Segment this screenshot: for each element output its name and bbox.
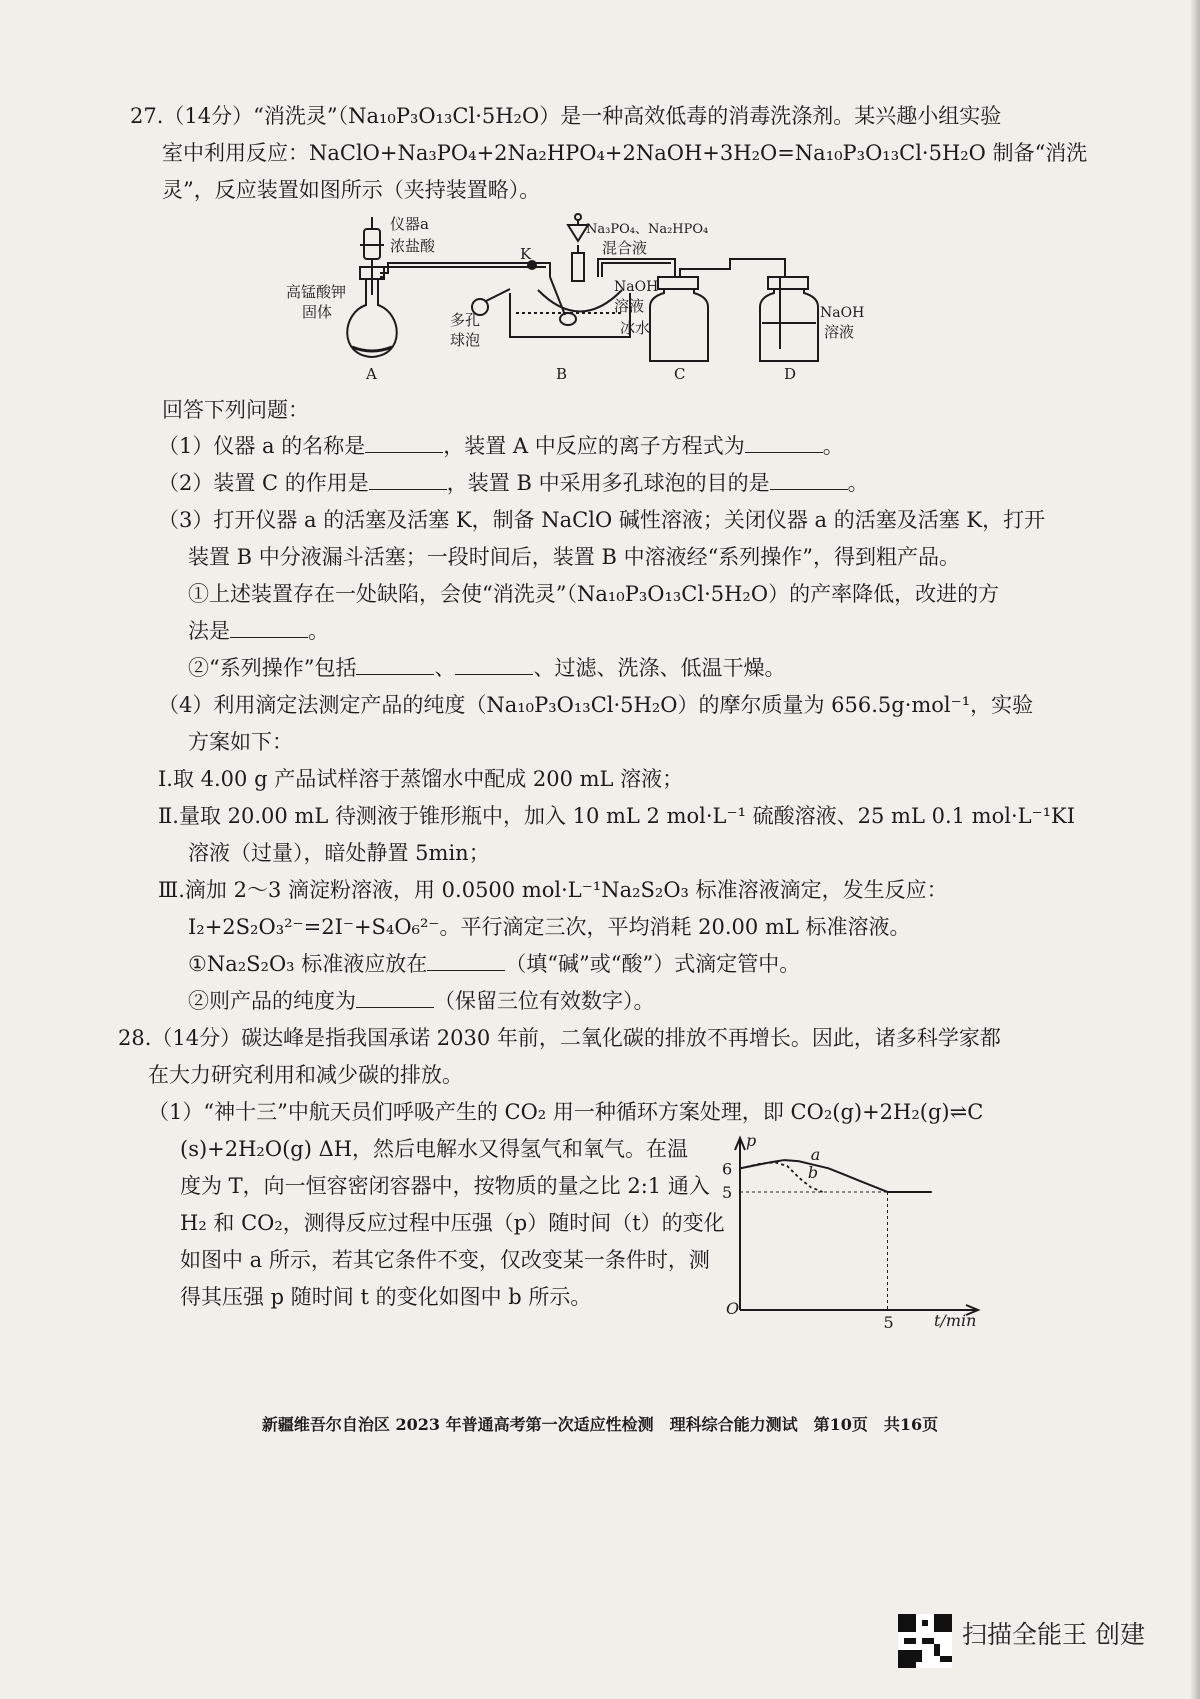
- q27-part-3-sub-1-line-1: ①上述装置存在一处缺陷，会使“消洗灵”（Na₁₀P₃O₁₃Cl·5H₂O）的产率降低，改进的方: [188, 582, 1000, 606]
- scanner-watermark: 扫描全能王 创建: [962, 1620, 1145, 1649]
- qr-code-icon: [898, 1614, 952, 1668]
- apparatus-diagram: [280, 205, 880, 385]
- label-phosphate-1: Na₃PO₄、Na₂HPO₄: [586, 222, 709, 237]
- label-naoh-b1: NaOH: [614, 279, 659, 295]
- q28-part-1-line-4: H₂ 和 CO₂，测得反应过程中压强（p）随时间（t）的变化: [180, 1211, 725, 1235]
- q27-p4-s2-text-b: （保留三位有效数字）。: [434, 989, 655, 1013]
- origin-label: O: [726, 1299, 740, 1318]
- pressure-time-chart: [710, 1130, 990, 1330]
- answer-blank[interactable]: [427, 952, 505, 971]
- q27-p1-text-b: ，装置 A 中反应的离子方程式为: [443, 434, 745, 458]
- q27-part-1: [158, 432, 844, 460]
- q27-part-3-sub-2: [188, 654, 785, 682]
- q27-p2-text-b: ，装置 B 中采用多孔球泡的目的是: [446, 471, 770, 495]
- q28-line-1: 28.（14分）碳达峰是指我国承诺 2030 年前，二氧化碳的排放不再增长。因此，诸多科学家都: [118, 1026, 1001, 1050]
- label-naoh-d2: 溶液: [824, 323, 855, 341]
- q27-part-4-sub-1: [188, 950, 800, 978]
- label-d: D: [784, 365, 797, 383]
- q27-part-3-line-1: （3）打开仪器 a 的活塞及活塞 K，制备 NaClO 碱性溶液；关闭仪器 a 的活塞及活塞 K，打开: [158, 508, 1046, 532]
- q27-p1-text-a: （1）仪器 a 的名称是: [158, 434, 366, 458]
- series-line-a: [740, 1160, 932, 1192]
- series-label-a: a: [810, 1145, 821, 1165]
- q27-p3-s2-text-c: 、过滤、洗涤、低温干燥。: [533, 656, 786, 680]
- q27-step-2-line-2: 溶液（过量），暗处静置 5min；: [188, 841, 490, 865]
- label-a: A: [366, 365, 377, 383]
- q28-line-2: 在大力研究利用和减少碳的排放。: [148, 1063, 463, 1087]
- label-conc-hcl: 浓盐酸: [390, 237, 436, 255]
- q27-line-3: 灵”，反应装置如图所示（夹持装置略）。: [162, 178, 541, 202]
- answer-blank[interactable]: [230, 619, 308, 638]
- y-tick-label: 5: [722, 1182, 733, 1202]
- answer-blank[interactable]: [369, 471, 447, 490]
- label-kmno4-2: 固体: [302, 303, 333, 321]
- q27-p3-s1-text-b: 。: [308, 619, 329, 643]
- q27-p4-s1-text-b: （填“碱”或“酸”）式滴定管中。: [505, 952, 801, 976]
- q27-part-3-line-2: 装置 B 中分液漏斗活塞；一段时间后，装置 B 中溶液经“系列操作”，得到粗产品。: [188, 545, 961, 569]
- label-naoh-b2: 溶液: [614, 297, 645, 315]
- q27-part-3-sub-1-line-2: [188, 617, 329, 645]
- label-bulb-2: 球泡: [450, 331, 481, 349]
- y-axis-label: p: [746, 1131, 757, 1150]
- q27-p3-s2-text-b: 、: [434, 656, 456, 680]
- q27-p2-text-a: （2）装置 C 的作用是: [158, 471, 369, 495]
- q27-p3-s1-text-a: 法是: [188, 619, 230, 643]
- x-tick-label: 5: [883, 1313, 894, 1330]
- q28-part-1-line-6: 得其压强 p 随时间 t 的变化如图中 b 所示。: [180, 1285, 592, 1309]
- label-phosphate-2: 混合液: [602, 239, 648, 257]
- q28-part-1-line-3: 度为 T，向一恒容密闭容器中，按物质的量之比 2:1 通入: [180, 1174, 710, 1198]
- q27-line-2: 室中利用反应：NaClO+Na₃PO₄+2Na₂HPO₄+2NaOH+3H₂O=Na₁₀P₃O₁₃Cl·5H₂O 制备“消洗: [162, 141, 1088, 165]
- answer-blank[interactable]: [356, 989, 434, 1008]
- x-axis-label: t/min: [934, 1311, 977, 1330]
- q27-part-4-sub-2: [188, 987, 655, 1015]
- label-b: B: [556, 365, 568, 383]
- label-naoh-d1: NaOH: [820, 305, 865, 321]
- label-bulb-1: 多孔: [450, 311, 481, 329]
- q27-p3-s2-text-a: ②“系列操作”包括: [188, 656, 357, 680]
- q27-line-1: 27.（14分）“消洗灵”（Na₁₀P₃O₁₃Cl·5H₂O）是一种高效低毒的消毒洗涤剂。某兴趣小组实验: [130, 104, 1002, 128]
- q27-part-2: [158, 469, 869, 497]
- scan-edge: [1190, 0, 1200, 1699]
- q27-p4-s1-text-a: ①Na₂S₂O₃ 标准液应放在: [188, 952, 428, 976]
- label-valve-k: K: [520, 245, 532, 263]
- q27-step-3-line-1: Ⅲ.滴加 2～3 滴淀粉溶液，用 0.0500 mol·L⁻¹Na₂S₂O₃ 标准溶液滴定，发生反应：: [158, 878, 948, 902]
- y-tick-label: 6: [722, 1159, 733, 1179]
- q28-part-1-line-2: (s)+2H₂O(g) ΔH，然后电解水又得氢气和氧气。在温: [180, 1137, 689, 1161]
- answer-blank[interactable]: [770, 471, 848, 490]
- q27-part-4-line-1: （4）利用滴定法测定产品的纯度（Na₁₀P₃O₁₃Cl·5H₂O）的摩尔质量为 656.5g·mol⁻¹，实验: [158, 693, 1034, 717]
- label-kmno4-1: 高锰酸钾: [286, 283, 347, 301]
- q27-step-3-line-2: I₂+2S₂O₃²⁻=2I⁻+S₄O₆²⁻。平行滴定三次，平均消耗 20.00 mL 标准溶液。: [188, 915, 911, 939]
- q27-step-1: Ⅰ.取 4.00 g 产品试样溶于蒸馏水中配成 200 mL 溶液；: [158, 767, 684, 791]
- answer-blank[interactable]: [745, 434, 823, 453]
- answer-blank[interactable]: [356, 656, 434, 675]
- series-label-b: b: [807, 1162, 819, 1182]
- q27-p1-text-c: 。: [822, 434, 844, 458]
- q27-part-4-line-2: 方案如下：: [188, 730, 293, 754]
- q27-step-2-line-1: Ⅱ.量取 20.00 mL 待测液于锥形瓶中，加入 10 mL 2 mol·L⁻¹ 硫酸溶液、25 mL 0.1 mol·L⁻¹KI: [158, 804, 1076, 828]
- answer-blank[interactable]: [365, 434, 443, 453]
- answer-prompt: 回答下列问题：: [162, 398, 309, 422]
- q27-p4-s2-text-a: ②则产品的纯度为: [188, 989, 356, 1013]
- label-instrument-a: 仪器a: [390, 215, 429, 233]
- page-footer: 新疆维吾尔自治区 2023 年普通高考第一次适应性检测 理科综合能力测试 第10页 共16页: [261, 1415, 939, 1434]
- q28-part-1-line-5: 如图中 a 所示，若其它条件不变，仅改变某一条件时，测: [180, 1248, 710, 1272]
- q27-p2-text-c: 。: [847, 471, 869, 495]
- q28-part-1-line-1: （1）“神十三”中航天员们呼吸产生的 CO₂ 用一种循环方案处理，即 CO₂(g)+2H₂(g)⇌C: [148, 1100, 984, 1124]
- label-ice-water: 冰水: [620, 319, 651, 337]
- label-c: C: [674, 365, 686, 383]
- answer-blank[interactable]: [455, 656, 533, 675]
